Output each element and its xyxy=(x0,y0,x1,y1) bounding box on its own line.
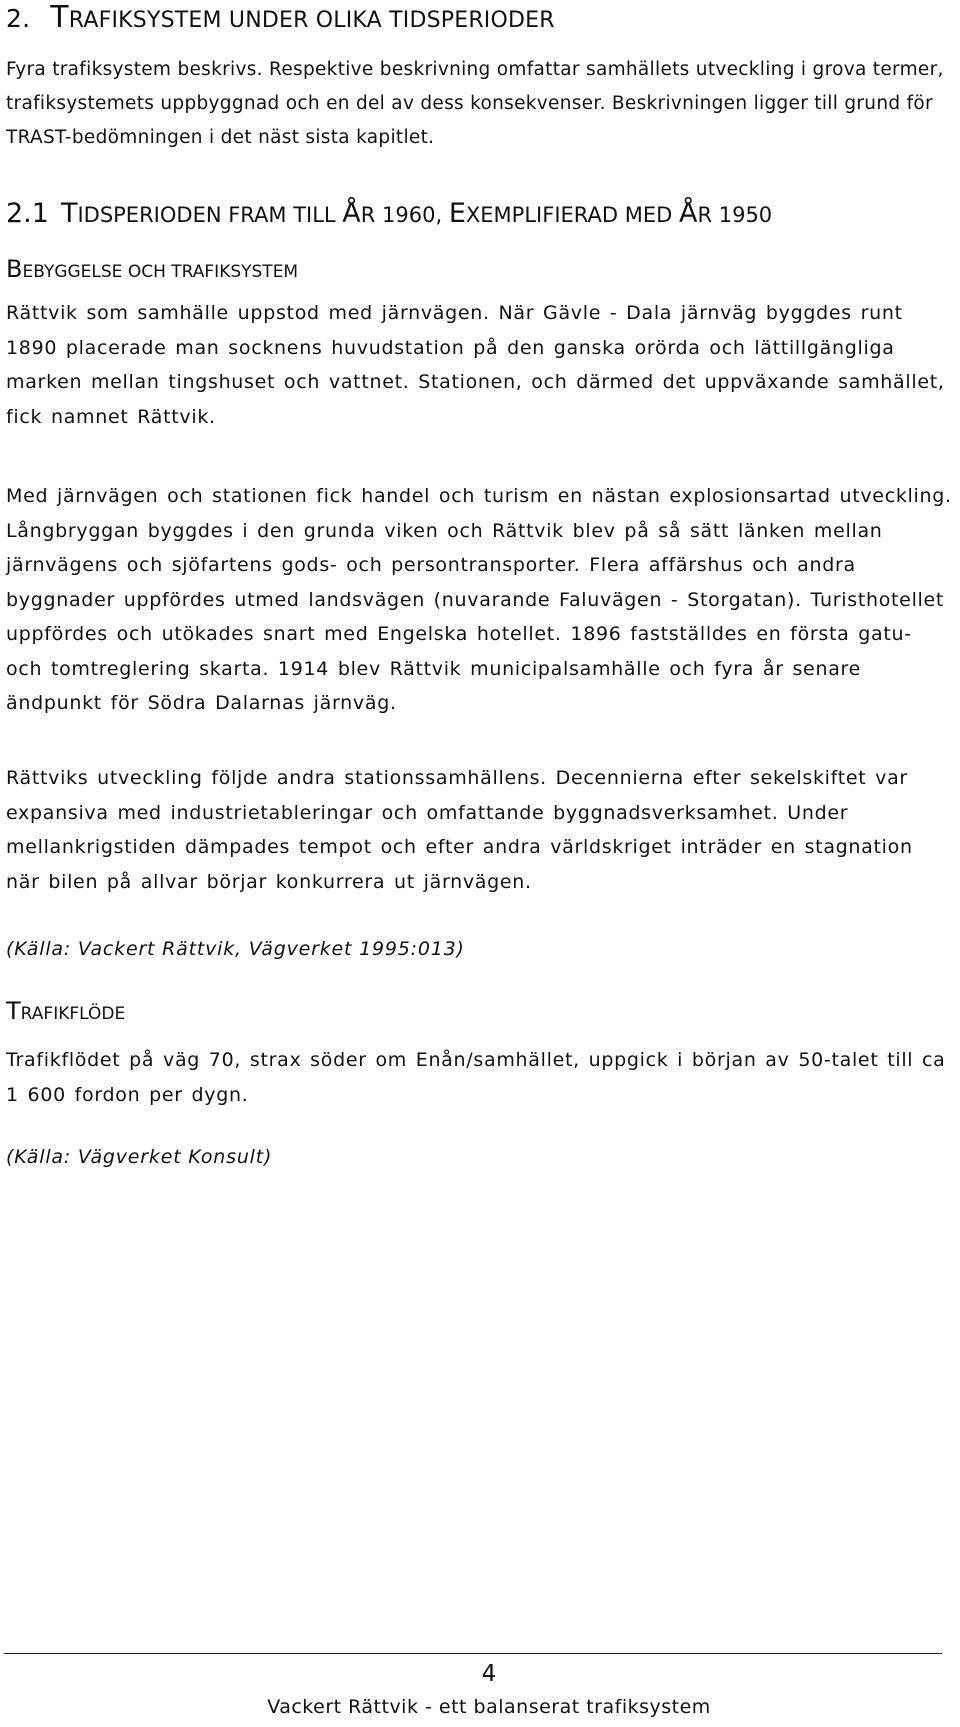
paragraph-development: Med järnvägen och stationen fick handel och turism en nästan explosionsartad utveckling. Långbryggan byggdes i den grunda viken och Rättvik blev på så sätt länken mellan järnvägens och sjöfartens gods- och persontransporter. Flera affärshus och andra byggnader uppfördes utmed landsvägen (nuvarande Faluvägen - Storgatan). Turisthotellet uppfördes och utökades snart med Engelska hotellet. 1896 fastställdes en första gatu- och tomtreglering skarta. 1914 blev Rättvik municipalsamhälle och fyra år senare ändpunkt för Södra Dalarnas järnväg. xyxy=(6,485,952,714)
section-heading-part2: R 1960, xyxy=(360,203,449,227)
section-number: 2.1 xyxy=(6,198,49,229)
section-heading-cap-e: E xyxy=(448,198,466,229)
paragraph-trafikflode: Trafikflödet på väg 70, strax söder om Enån/samhället, uppgick i början av 50-talet till ca 1 600 fordon per dygn. xyxy=(6,1049,946,1106)
section-heading-part1: IDSPERIODEN FRAM TILL xyxy=(77,203,343,227)
subheading-trafikflode-text: RAFIKFLÖDE xyxy=(20,1004,126,1024)
chapter-number: 2. xyxy=(6,4,31,33)
chapter-heading xyxy=(6,0,555,35)
paragraph-stagnation: Rättviks utveckling följde andra stationssamhällens. Decennierna efter sekelskiftet var expansiva med industrietableringar och omfattande byggnadsverksamhet. Under mellankrigstiden dämpades tempot och efter andra världskriget inträder en stagnation när bilen på allvar börjar konkurrera ut järnvägen. xyxy=(6,767,913,893)
section-heading-initial: T xyxy=(60,198,78,229)
footer-title: Vackert Rättvik - ett balanserat trafiksystem xyxy=(267,1696,711,1718)
page-number: 4 xyxy=(481,1661,497,1687)
source-citation-konsult: (Källa: Vägverket Konsult) xyxy=(6,1146,273,1168)
footer-divider xyxy=(4,1653,942,1654)
subheading-trafikflode-initial: T xyxy=(6,997,21,1025)
section-heading-cap-a: Å xyxy=(342,198,361,229)
subheading-bebyggelse-initial: B xyxy=(6,255,23,283)
intro-paragraph: Fyra trafiksystem beskrivs. Respektive beskrivning omfattar samhällets utveckling i grova termer, trafiksystemets uppbyggnad och en del av dess konsekvenser. Beskrivningen ligger till grund för TRAST-bedömningen i det näst sista kapitlet. xyxy=(6,59,944,148)
section-heading xyxy=(6,198,772,229)
chapter-heading-initial: T xyxy=(50,0,69,35)
section-heading-part3: XEMPLIFIERAD MED xyxy=(465,203,679,227)
subheading-bebyggelse xyxy=(6,255,298,283)
section-heading-cap-a2: Å xyxy=(678,198,698,229)
source-citation: (Källa: Vackert Rättvik, Vägverket 1995:013) xyxy=(6,938,465,960)
chapter-heading-text: RAFIKSYSTEM UNDER OLIKA TIDSPERIODER xyxy=(68,8,555,33)
subheading-bebyggelse-text: EBYGGELSE OCH TRAFIKSYSTEM xyxy=(22,262,299,282)
subheading-trafikflode xyxy=(6,997,125,1025)
section-heading-part4: R 1950 xyxy=(697,203,773,227)
paragraph-history: Rättvik som samhälle uppstod med järnvägen. När Gävle - Dala järnväg byggdes runt 1890 placerade man socknens huvudstation på den ganska orörda och lättillgängliga marken mellan tingshuset och vattnet. Stationen, och därmed det uppväxande samhället, fick namnet Rättvik. xyxy=(6,302,945,428)
